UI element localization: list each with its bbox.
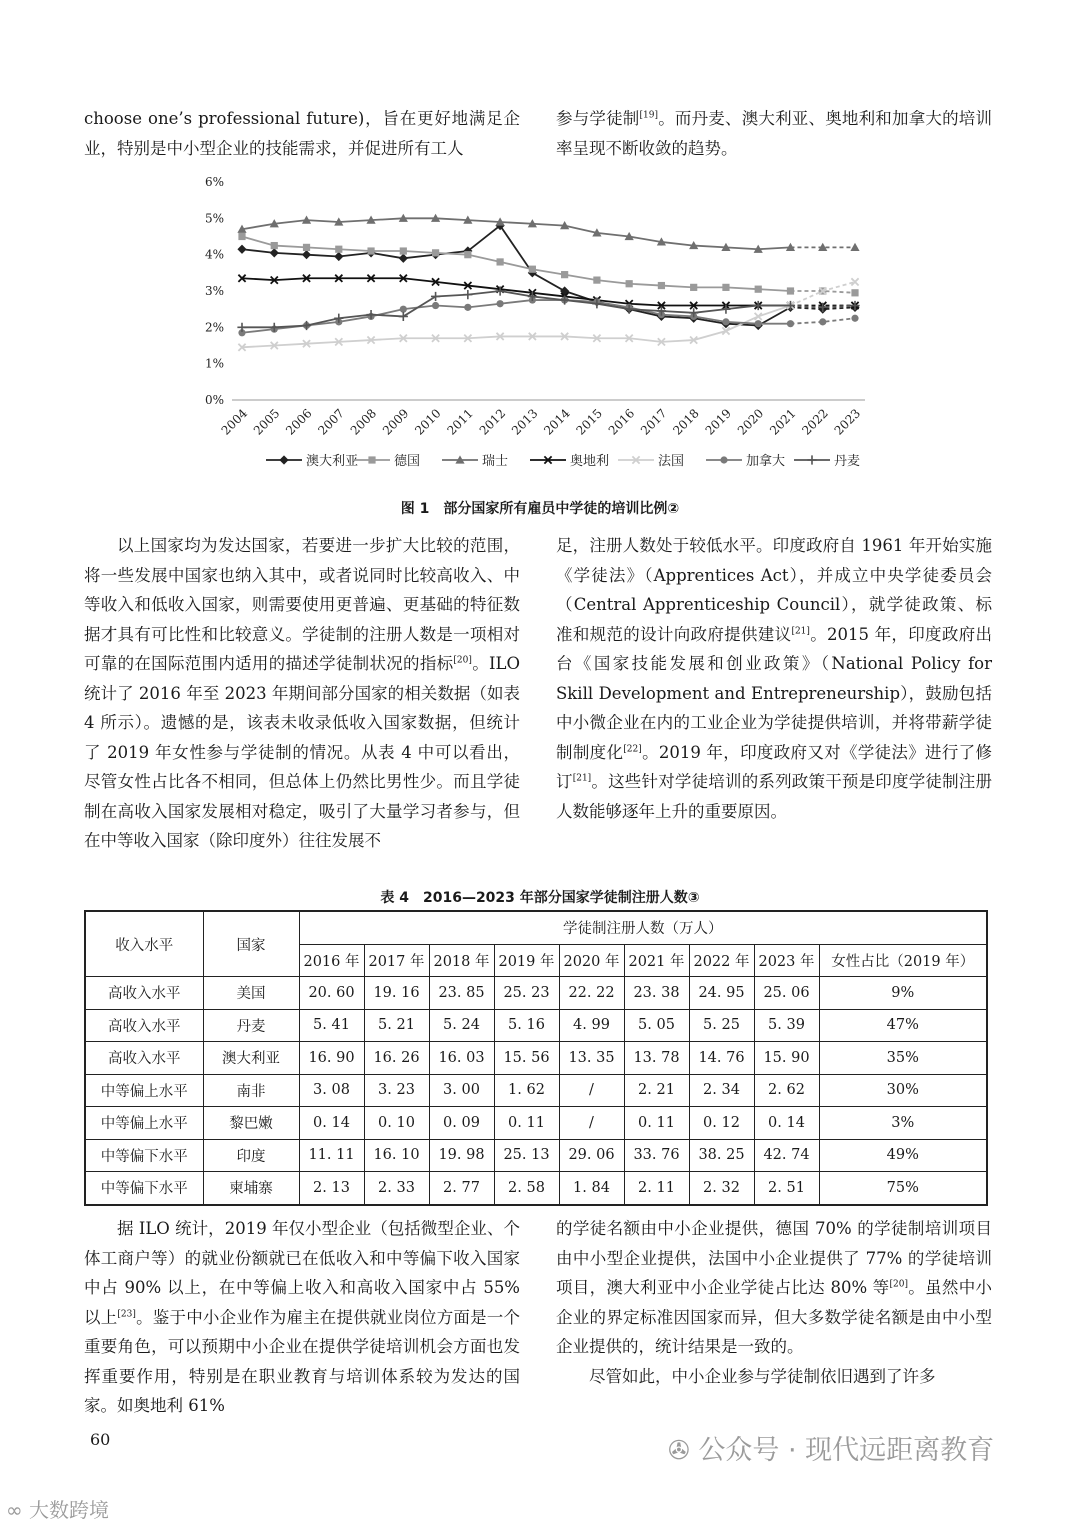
value-cell: 22. 22 [559,977,624,1010]
value-cell: 2. 34 [689,1074,754,1107]
x-tick-label: 2018 [670,406,702,438]
header-year: 2023 年 [754,944,819,977]
value-cell: 25. 06 [754,977,819,1010]
header-year: 2017 年 [364,944,429,977]
x-tick-label: 2023 [831,406,864,438]
value-cell: 3. 00 [429,1074,494,1107]
series-point [529,266,536,273]
x-tick-label: 2015 [573,406,606,438]
mid-right-text-d: 。这些针对学徒培训的系列政策干预是印度学徒制注册人数能够逐年上升的重要原因。 [556,772,993,821]
value-cell: 0. 11 [494,1107,559,1140]
bottom-left-text-a: 据 ILO 统计，2019 年仅小型企业（包括微型企业、个体工商户等）的就业份额就已在低收入和中等偏下收入国家中占 90% 以上，在中等偏上收入和高收入国家中占 55% 以上 [84,1219,520,1327]
x-tick-label: 2005 [250,406,283,438]
country-cell: 南非 [203,1074,299,1107]
value-cell: 19. 16 [364,977,429,1010]
legend-label: 丹麦 [834,454,861,469]
series-point [818,303,827,312]
table-row [85,1009,987,1042]
table-caption: 表 4 2016—2023 年部分国家学徒制注册人数③ [380,890,700,906]
series-point [335,246,342,253]
series-point [463,290,472,299]
value-cell: 0. 14 [299,1107,364,1140]
table-row [85,1172,987,1205]
female-share-cell: 75% [819,1172,987,1205]
x-tick-label: 2004 [218,406,251,438]
value-cell: 16. 03 [429,1042,494,1075]
series-point [722,318,729,325]
watermark-right-text: 公众号 · 现代远距离教育 [698,1435,995,1466]
page-number: 60 [90,1430,111,1449]
mid-right-text-b: 。2015 年，印度政府出台《国家技能发展和创业政策》（National Policy for Skill Development and Entrepreneurship），鼓励包括中小微企业在内的工业企业为学徒提供培训，并将带薪学徒制制度化 [556,624,993,762]
income-cell: 中等偏上水平 [85,1107,203,1140]
x-tick-label: 2012 [476,406,509,438]
country-cell: 丹麦 [203,1009,299,1042]
series-point [722,284,729,291]
value-cell: 25. 23 [494,977,559,1010]
table-row [85,1139,987,1172]
female-share-cell: 47% [819,1009,987,1042]
series-point [367,247,374,254]
income-cell: 中等偏下水平 [85,1139,203,1172]
x-tick-label: 2017 [638,406,670,438]
value-cell: 2. 58 [494,1172,559,1205]
value-cell: 29. 06 [559,1139,624,1172]
watermark-left [6,1494,109,1523]
series-point [787,320,794,327]
series-point [302,250,311,259]
series-point [302,321,311,330]
table-row [85,1042,987,1075]
value-cell: 2. 11 [624,1172,689,1205]
value-cell: 24. 95 [689,977,754,1010]
country-cell: 黎巴嫩 [203,1107,299,1140]
value-cell: 11. 11 [299,1139,364,1172]
x-tick-label: 2010 [412,406,444,438]
series-point [431,292,440,301]
watermark-logo-icon: ∞ [6,1498,23,1522]
series-point [238,233,245,240]
series-point [271,242,278,249]
value-cell: 16. 90 [299,1042,364,1075]
citation-ref: [21] [572,773,592,784]
series-point [464,304,471,311]
bottom-right-text-b: 。虽然中小企业的界定标准因国家而异，但大多数学徒名额是由中小型企业提供的，统计结果是一致的。 [556,1278,992,1356]
legend-marker [807,455,816,464]
series-point [593,277,600,284]
series-point [464,251,471,258]
mid-right-text-a: 足，注册人数处于较低水平。印度政府自 1961 年开始实施《学徒法》（Apprentices Act），并成立中央学徒委员会（Central Apprenticeship Council），就学徒政策、标准和规范的设计向政府提供建议 [556,536,992,644]
female-share-cell: 35% [819,1042,987,1075]
y-tick-label: 2% [204,320,224,335]
value-cell: 5. 39 [754,1009,819,1042]
header-female-share: 女性占比（2019 年） [819,944,987,977]
series-point [496,286,505,295]
top-right-text: 参与学徒制 [556,109,640,128]
mid-left-text-b: 。ILO 统计了 2016 年至 2023 年期间部分国家的相关数据（如表 4 所示）。遗憾的是，该表未收录低收入国家数据，但统计了 2019 年女性参与学徒制的情况。从表 4 中可以看出，尽管女性占比各不相同，但总体上仍然比男性少。而且学徒制在高收入国家发展相对稳定，吸引了大量学习者参与，但在中等收入国家（除印度外）往往发展不 [84,654,520,850]
value-cell: 0. 11 [624,1107,689,1140]
citation-ref: [23] [117,1309,136,1319]
series-point [399,254,408,263]
bottom-left-paragraph [84,1214,520,1421]
x-tick-label: 2013 [508,406,541,438]
value-cell: 1. 62 [494,1074,559,1107]
series-point [303,244,310,251]
value-cell: 5. 16 [494,1009,559,1042]
value-cell: 20. 60 [299,977,364,1010]
mid-left-paragraph [84,531,520,856]
value-cell: 0. 09 [429,1107,494,1140]
header-year: 2021 年 [624,944,689,977]
value-cell: 13. 78 [624,1042,689,1075]
value-cell: / [559,1074,624,1107]
x-tick-label: 2007 [315,406,347,438]
value-cell: 5. 25 [689,1009,754,1042]
income-cell: 中等偏下水平 [85,1172,203,1205]
series-line-6 [242,291,790,327]
table-row [85,1107,987,1140]
value-cell: 5. 41 [299,1009,364,1042]
series-point [497,300,504,307]
line-chart [190,168,890,478]
value-cell: 3. 23 [364,1074,429,1107]
income-cell: 高收入水平 [85,977,203,1010]
value-cell: 13. 35 [559,1042,624,1075]
legend-marker [368,456,375,463]
series-point [690,284,697,291]
value-cell: 1. 84 [559,1172,624,1205]
value-cell: 5. 05 [624,1009,689,1042]
series-point [432,302,439,309]
series-point [334,252,343,261]
series-point [787,287,794,294]
series-point [237,323,246,332]
value-cell: 3. 08 [299,1074,364,1107]
x-tick-label: 2022 [799,406,831,438]
country-cell: 印度 [203,1139,299,1172]
series-line-1 [242,237,790,292]
watermark-right [668,1428,994,1467]
x-tick-label: 2019 [702,406,735,438]
x-tick-label: 2011 [444,406,476,438]
header-year: 2018 年 [429,944,494,977]
header-year: 2016 年 [299,944,364,977]
legend-label: 加拿大 [746,454,786,469]
value-cell: 0. 12 [689,1107,754,1140]
series-point [851,315,858,322]
legend-marker [720,456,727,463]
value-cell: 2. 51 [754,1172,819,1205]
table-body [85,977,987,1205]
female-share-cell: 9% [819,977,987,1010]
series-point [237,245,246,254]
x-tick-label: 2008 [347,406,380,438]
y-tick-label: 5% [204,211,224,226]
value-cell: 5. 24 [429,1009,494,1042]
value-cell: 19. 98 [429,1139,494,1172]
series-point [755,286,762,293]
legend-label: 奥地利 [570,454,610,469]
series-point [658,282,665,289]
value-cell: 0. 14 [754,1107,819,1140]
value-cell: 0. 10 [364,1107,429,1140]
series-point [400,247,407,254]
value-cell: 25. 13 [494,1139,559,1172]
series-point [270,248,279,257]
series-point [561,271,568,278]
legend-label: 瑞士 [482,454,509,469]
mid-right-text-c: 。2019 年，印度政府又对《学徒法》进行了修订 [556,742,992,791]
citation-ref: [19] [639,110,658,121]
series-point [850,243,859,251]
citation-ref: [20] [889,1279,908,1290]
series-point [400,306,407,313]
figure-caption: 图 1 部分国家所有雇员中学徒的培训比例② [400,501,680,517]
legend-label: 澳大利亚 [306,454,359,469]
top-left-paragraph [84,104,520,163]
table-row [85,1074,987,1107]
header-year: 2022 年 [689,944,754,977]
bottom-left-text-b: 。鉴于中小企业作为雇主在提供就业岗位方面是一个重要角色，可以预期中小企业在提供学徒培训机会方面也发挥重要作用，特别是在职业教育与培训体系较为发达的国家。如奥地利 61% [84,1307,521,1415]
series-point [497,258,504,265]
y-tick-label: 0% [204,393,224,407]
value-cell: 2. 21 [624,1074,689,1107]
x-tick-label: 2006 [283,406,315,438]
mid-left-text-a: 以上国家均为发达国家，若要进一步扩大比较的范围，将一些发展中国家也纳入其中，或者说同时比较高收入、中等收入和低收入国家，则需要使用更普遍、更基础的特征数据才具有可比性和比较意义。学徒制的注册人数是一项相对可靠的在国际范围内适用的描述学徒制状况的指标 [84,536,520,673]
series-point [432,249,439,256]
value-cell: 2. 13 [299,1172,364,1205]
bottom-right-text-c: 尽管如此，中小企业参与学徒制依旧遇到了许多 [589,1366,936,1386]
value-cell: 33. 76 [624,1139,689,1172]
header-year: 2020 年 [559,944,624,977]
legend-marker [279,455,288,464]
apprentice-registration-table [84,910,988,1206]
series-line-2 [242,218,790,249]
value-cell: 23. 85 [429,977,494,1010]
female-share-cell: 30% [819,1074,987,1107]
legend-label: 德国 [394,454,421,469]
value-cell: 15. 90 [754,1042,819,1075]
income-cell: 中等偏上水平 [85,1074,203,1107]
watermark-left-text: 大数跨境 [29,1498,110,1522]
series-point [626,280,633,287]
value-cell: 23. 38 [624,977,689,1010]
bottom-right-paragraph [556,1214,992,1391]
series-point [755,320,762,327]
series-point [819,318,826,325]
y-tick-label: 4% [204,247,224,262]
table-row [85,977,987,1010]
x-tick-label: 2016 [605,406,638,438]
x-tick-label: 2014 [541,406,573,438]
wechat-icon: ✇ [668,1436,690,1466]
value-cell: 15. 56 [494,1042,559,1075]
country-cell: 澳大利亚 [203,1042,299,1075]
income-cell: 高收入水平 [85,1009,203,1042]
value-cell: 42. 74 [754,1139,819,1172]
value-cell: 4. 99 [559,1009,624,1042]
value-cell: 2. 77 [429,1172,494,1205]
mid-right-paragraph [556,531,992,826]
female-share-cell: 3% [819,1107,987,1140]
top-right-text-2: 。而丹麦、澳大利亚、奥地利和加拿大的培训率呈现不断收敛的趋势。 [556,109,993,158]
header-year: 2019 年 [494,944,559,977]
header-country: 国家 [203,911,299,977]
legend-label: 法国 [658,454,685,469]
header-group: 学徒制注册人数（万人） [299,911,987,944]
series-point [851,289,858,296]
value-cell: 38. 25 [689,1139,754,1172]
x-tick-label: 2009 [379,406,412,438]
x-tick-label: 2021 [767,406,799,438]
value-cell: 16. 26 [364,1042,429,1075]
value-cell: 5. 21 [364,1009,429,1042]
income-cell: 高收入水平 [85,1042,203,1075]
value-cell: 14. 76 [689,1042,754,1075]
x-tick-label: 2020 [734,406,767,438]
series-point [399,312,408,321]
value-cell: 2. 32 [689,1172,754,1205]
y-tick-label: 3% [204,284,224,298]
country-cell: 美国 [203,977,299,1010]
bottom-right-text-a: 的学徒名额由中小企业提供，德国 70% 的学徒制培训项目由中小型企业提供，法国中小企业提供了 77% 的学徒培训项目，澳大利亚中小企业学徒占比达 80% 等 [556,1219,992,1297]
citation-ref: [22] [623,744,642,754]
value-cell: / [559,1107,624,1140]
top-right-paragraph [556,104,992,163]
value-cell: 16. 10 [364,1139,429,1172]
value-cell: 2. 33 [364,1172,429,1205]
female-share-cell: 49% [819,1139,987,1172]
citation-ref: [20] [453,655,472,666]
country-cell: 柬埔寨 [203,1172,299,1205]
y-tick-label: 6% [204,175,224,189]
value-cell: 2. 62 [754,1074,819,1107]
header-income: 收入水平 [85,911,203,977]
citation-ref: [21] [791,626,810,636]
y-tick-label: 1% [204,356,224,371]
top-left-text: choose one’s professional future)，旨在更好地满足企业，特别是中小型企业的技能需求，并促进所有工人 [84,109,520,158]
